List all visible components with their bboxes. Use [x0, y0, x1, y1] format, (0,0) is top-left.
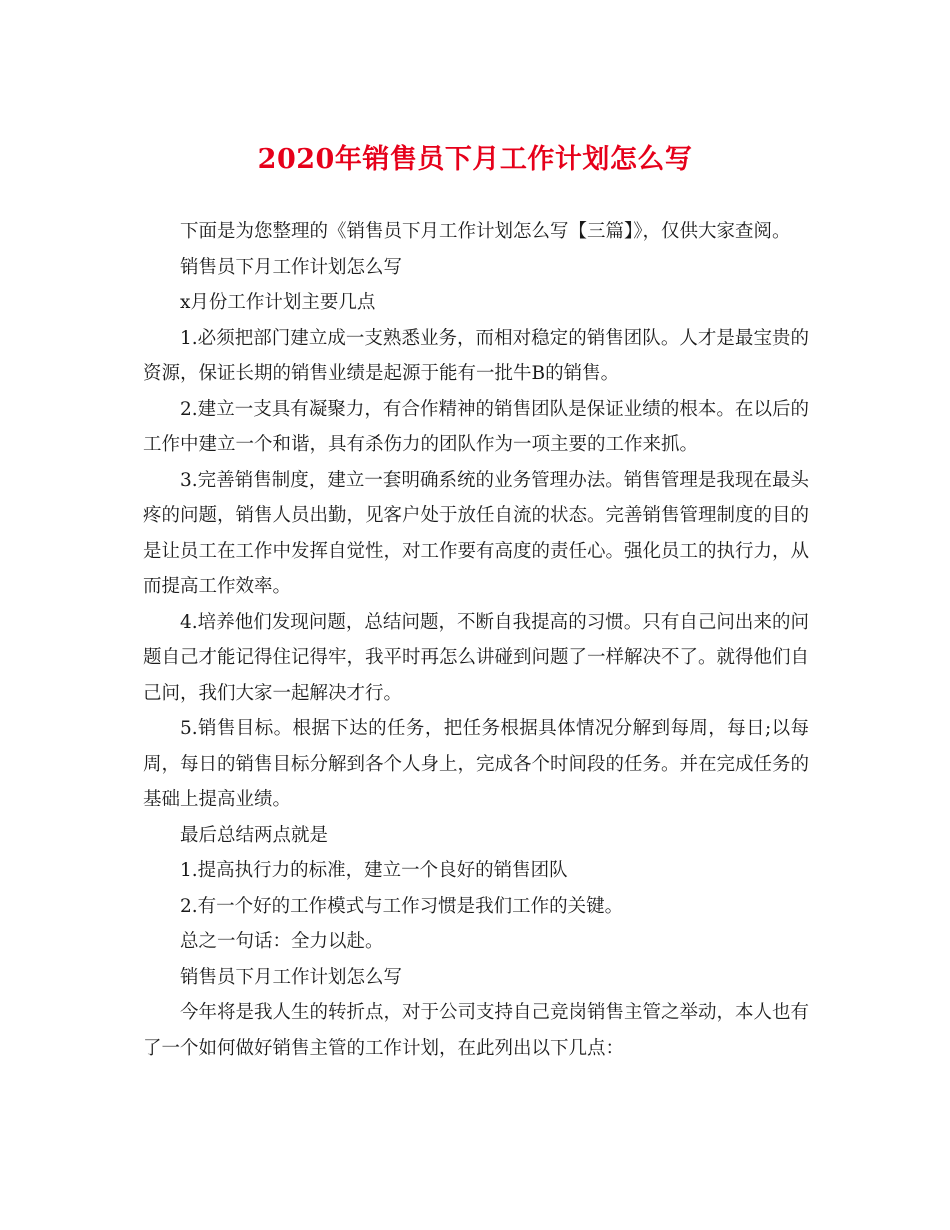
paragraph-section-2-intro: 今年将是我人生的转折点，对于公司支持自己竞岗销售主管之举动，本人也有了一个如何做好销售主管的工作计划，在此列出以下几点：: [143, 1002, 810, 1059]
summary-item-1: 1.提高执行力的标准，建立一个良好的销售团队: [180, 860, 568, 881]
summary-item-2: 2.有一个好的工作模式与工作习惯是我们工作的关键。: [180, 895, 624, 917]
document-title: 2020年销售员下月工作计划怎么写: [257, 144, 693, 175]
list-item-2: 2.建立一支具有凝聚力，有合作精神的销售团队是保证业绩的根本。在以后的工作中建立一个和谐，具有杀伤力的团队作为一项主要的工作来抓。: [143, 398, 809, 455]
paragraph-intro: 下面是为您整理的《销售员下月工作计划怎么写【三篇】》，仅供大家查阅。: [180, 221, 791, 242]
document-body: [143, 214, 809, 1066]
section-heading-2: 销售员下月工作计划怎么写: [180, 966, 403, 988]
section-heading-1: 销售员下月工作计划怎么写: [180, 256, 403, 278]
list-item-1: 1.必须把部门建立成一支熟悉业务，而相对稳定的销售团队。人才是最宝贵的资源，保证长期的销售业绩是起源于能有一批牛B的销售。: [143, 327, 809, 384]
subheading-main-points: x月份工作计划主要几点: [180, 292, 376, 313]
list-item-3: 3.完善销售制度，建立一套明确系统的业务管理办法。销售管理是我现在最头疼的问题，销售人员出勤，见客户处于放任自流的状态。完善销售管理制度的目的是让员工在工作中发挥自觉性，对工作要有高度的责任心。强化员工的执行力，从而提高工作效率。: [143, 469, 810, 597]
list-item-5: 5.销售目标。根据下达的任务，把任务根据具体情况分解到每周，每日;以每周，每日的销售目标分解到各个人身上，完成各个时间段的任务。并在完成任务的基础上提高业绩。: [143, 718, 810, 810]
conclusion-line: 总之一句话：全力以赴。: [180, 931, 384, 952]
summary-heading: 最后总结两点就是: [180, 824, 329, 846]
list-item-4: 4.培养他们发现问题，总结问题，不断自我提高的习惯。只有自己问出来的问题自己才能记得住记得牢，我平时再怎么讲碰到问题了一样解决不了。就得他们自己问，我们大家一起解决才行。: [143, 611, 810, 704]
